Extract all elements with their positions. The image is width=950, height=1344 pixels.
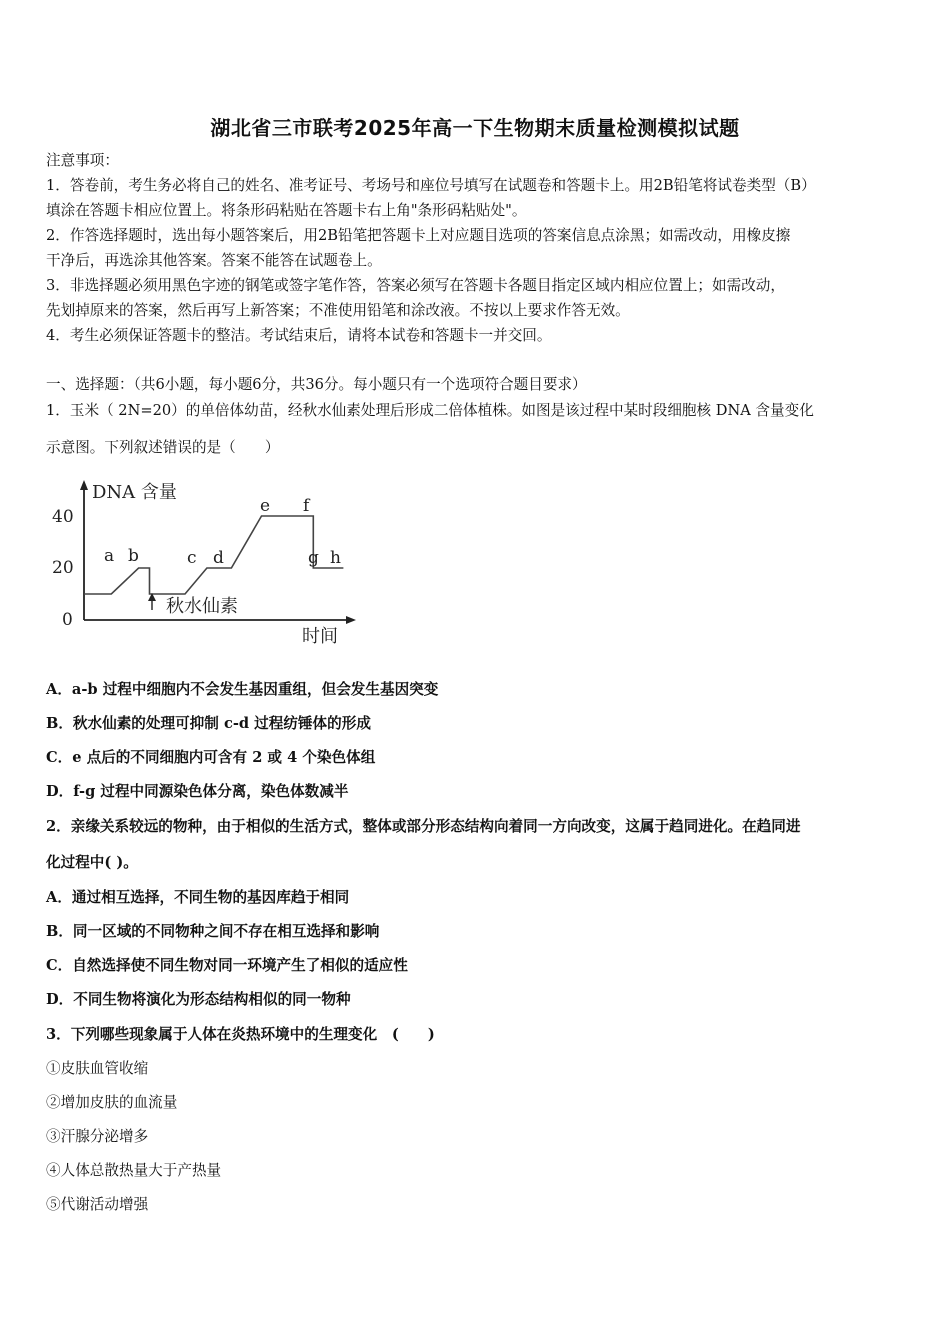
q2-stem-line2: 化过程中( )。 [46,854,138,871]
q2-option-a: A．通过相互选择，不同生物的基因库趋于相同 [46,889,350,906]
y-tick-label: 40 [52,507,74,527]
point-label-d: d [213,548,224,568]
q3-item: ④人体总散热量大于产热量 [46,1162,222,1179]
q1-option-a: A．a-b 过程中细胞内不会发生基因重组，但会发生基因突变 [46,681,439,698]
point-label-b: b [128,546,139,566]
y-axis-label: DNA 含量 [92,482,177,503]
q1-option-b: B．秋水仙素的处理可抑制 c-d 过程纺锤体的形成 [46,715,371,732]
q1-option-d: D．f-g 过程中同源染色体分离，染色体数减半 [46,783,349,800]
notice-line: 先划掉原来的答案，然后再写上新答案；不准使用铅笔和涂改液。不按以上要求作答无效。 [46,302,630,319]
colchicine-label: 秋水仙素 [166,596,238,617]
page-title: 湖北省三市联考2025年高一下生物期末质量检测模拟试题 [210,116,740,140]
x-axis-label: 时间 [302,626,338,647]
y-axis-arrow [80,480,88,490]
point-label-g: g [308,548,319,568]
notice-line: 1．答卷前，考生务必将自己的姓名、准考证号、考场号和座位号填写在试题卷和答题卡上。用2B铅笔将试卷类型（B） [46,177,816,194]
q2-option-b: B．同一区域的不同物种之间不存在相互选择和影响 [46,923,380,940]
point-label-f: f [303,496,310,516]
dna-content-chart [48,474,368,654]
q2-stem-line1: 2．亲缘关系较远的物种，由于相似的生活方式，整体或部分形态结构向着同一方向改变，这属于趋同进化。在趋同进 [46,818,801,835]
q3-item: ①皮肤血管收缩 [46,1060,149,1077]
point-label-h: h [330,548,341,568]
y-tick-label: 0 [62,610,73,630]
q3-item: ⑤代谢活动增强 [46,1196,149,1213]
point-label-a: a [104,546,115,566]
notice-line: 干净后，再选涂其他答案。答案不能答在试题卷上。 [46,252,382,269]
q3-stem: 3．下列哪些现象属于人体在炎热环境中的生理变化 ( ) [46,1026,435,1043]
colchicine-annotation [148,593,238,617]
q2-option-d: D．不同生物将演化为形态结构相似的同一物种 [46,991,351,1008]
q1-option-c: C．e 点后的不同细胞内可含有 2 或 4 个染色体组 [46,749,376,766]
y-tick-label: 20 [52,558,74,578]
notice-line: 2．作答选择题时，选出每小题答案后，用2B铅笔把答题卡上对应题目选项的答案信息点涂黑；如需改动，用橡皮擦 [46,227,791,244]
q2-option-c: C．自然选择使不同生物对同一环境产生了相似的适应性 [46,957,408,974]
point-label-e: e [260,496,271,516]
q3-item: ②增加皮肤的血流量 [46,1094,178,1111]
notice-heading: 注意事项： [46,152,119,169]
notice-line: 4．考生必须保证答题卡的整洁。考试结束后，请将本试卷和答题卡一并交回。 [46,327,552,344]
point-label-c: c [187,548,197,568]
q3-item: ③汗腺分泌增多 [46,1128,149,1145]
x-axis-arrow [346,616,356,624]
notice-line: 填涂在答题卡相应位置上。将条形码粘贴在答题卡右上角"条形码粘贴处"。 [46,202,527,219]
q1-stem-line2: 示意图。下列叙述错误的是（ ） [46,439,280,456]
section-heading: 一、选择题：（共6小题，每小题6分，共36分。每小题只有一个选项符合题目要求） [46,376,587,393]
q1-stem-line1: 1．玉米（ 2N=20）的单倍体幼苗，经秋水仙素处理后形成二倍体植株。如图是该过程中某时段细胞核 DNA 含量变化 [46,402,814,419]
notice-line: 3．非选择题必须用黑色字迹的钢笔或签字笔作答，答案必须写在答题卡各题目指定区域内相应位置上；如需改动， [46,277,785,294]
